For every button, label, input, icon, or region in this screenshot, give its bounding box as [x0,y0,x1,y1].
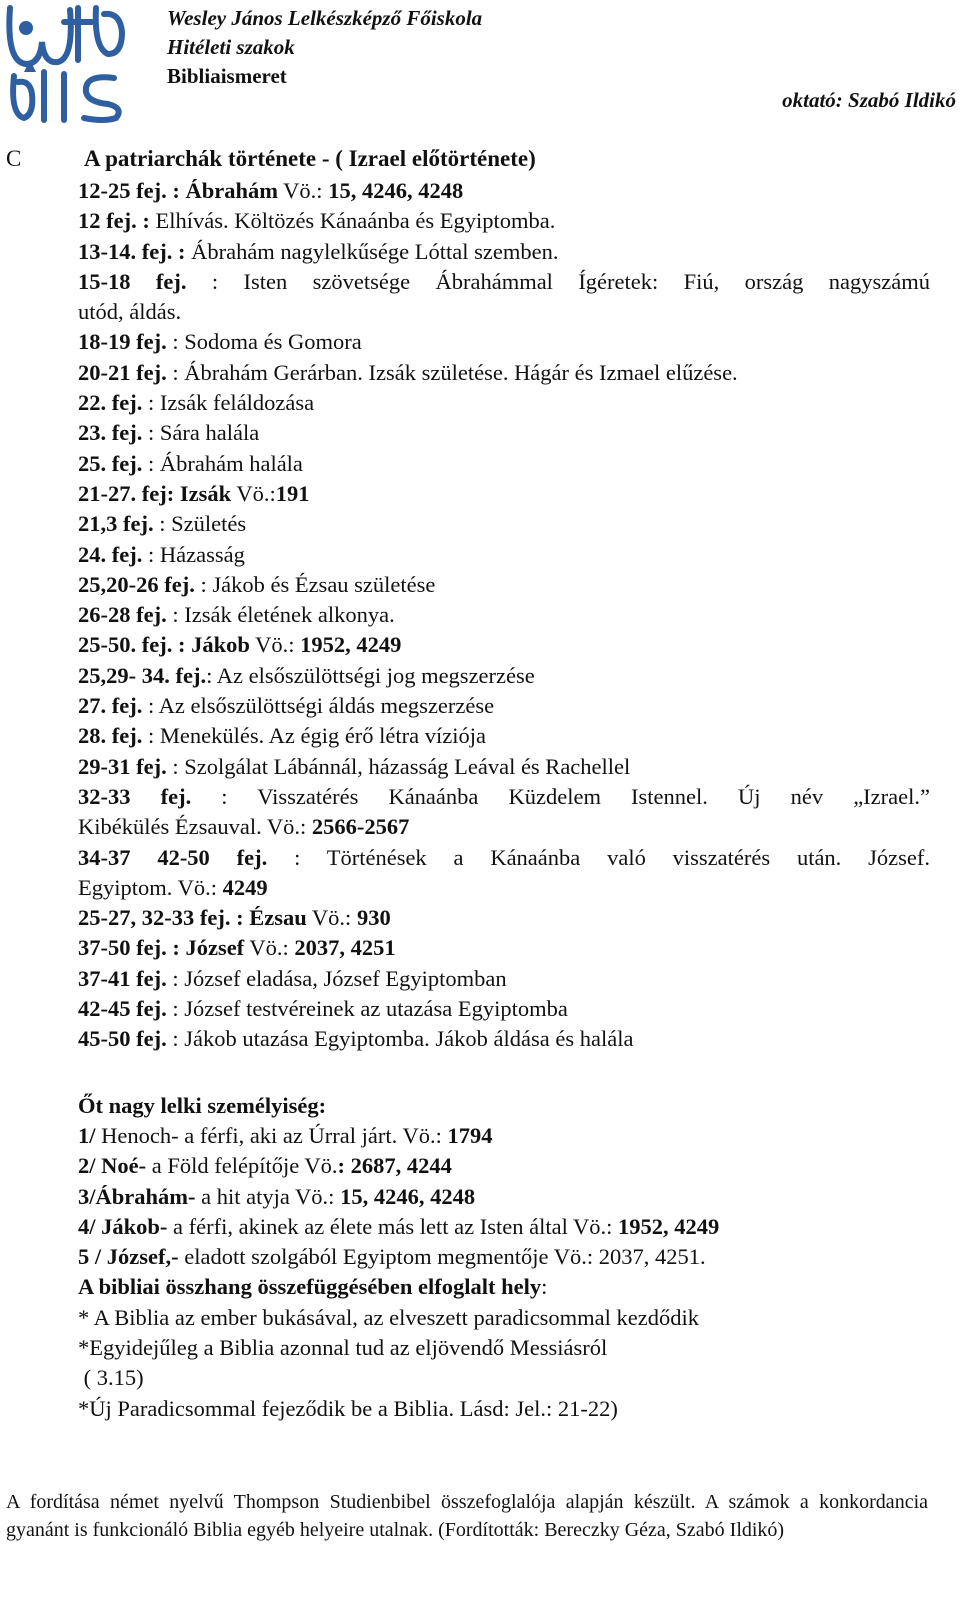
list-item: 34-37 42-50 fej. : Történések a Kánaánba való visszatérés után. József. [78,844,930,870]
personalities-heading: Őt nagy lelki személyiség: [78,1092,327,1118]
list-item: 13-14. fej. : Ábrahám nagylelkűsége Lóttal szemben. [78,238,559,264]
course-name: Bibliaismeret [167,64,287,88]
list-item-continuation: Kibékülés Ézsauval. Vö.: 2566-2567 [78,814,410,840]
list-item: 25,29- 34. fej.: Az elsőszülöttségi jog megszerzése [78,662,535,688]
list-item: 28. fej. : Menekülés. Az égig érő létra víziója [78,723,486,749]
list-item: 25. fej. : Ábrahám halála [78,450,303,476]
footer-note: A fordítása német nyelvű Thompson Studienbibel összefoglalója alapján készült. A számok a konkordancia gyanánt is funkcionáló Biblia egyéb helyeire utalnak. (Fordították: Bereczky Géza, Szabó Ildikó) [6,1491,928,1541]
context-line: * A Biblia az ember bukásával, az elveszett paradicsommal kezdődik [78,1304,700,1330]
personality-item: 2/ Noé- a Föld felépítője Vö.: 2687, 4244 [78,1153,452,1179]
content-body [78,176,930,1424]
context-heading: A bibliai összhang összefüggésében elfoglalt hely: [78,1274,548,1300]
list-item-continuation: Egyiptom. Vö.: 4249 [78,874,268,900]
context-line: *Egyidejűleg a Biblia azonnal tud az eljövendő Messiásról [78,1334,608,1360]
list-item: 21,3 fej. : Születés [78,511,247,537]
personality-item: 3/Ábrahám- a hit atyja Vö.: 15, 4246, 4248 [78,1183,476,1209]
list-item: 37-50 fej. : József Vö.: 2037, 4251 [78,935,396,961]
personality-item: 4/ Jákob- a férfi, akinek az élete más lett az Isten által Vö.: 1952, 4249 [78,1213,720,1239]
instructor: oktató: Szabó Ildikó [782,88,956,112]
section-letter: C [6,146,22,171]
list-item: 12 fej. : Elhívás. Költözés Kánaánba és Egyiptomba. [78,208,556,234]
list-item: 18-19 fej. : Sodoma és Gomora [78,329,362,355]
header-block [167,4,482,91]
personality-item: 1/ Henoch- a férfi, aki az Úrral járt. Vö.: 1794 [78,1122,493,1148]
list-item: 26-28 fej. : Izsák életének alkonya. [78,602,395,628]
context-line: *Új Paradicsommal fejeződik be a Biblia. Lásd: Jel.: 21-22) [78,1395,618,1421]
list-item: 45-50 fej. : Jákob utazása Egyiptomba. Jákob áldása és halála [78,1026,634,1052]
list-item: 22. fej. : Izsák feláldozása [78,390,315,416]
list-item: 25-27, 32-33 fej. : Ézsau Vö.: 930 [78,905,391,931]
list-item: 37-41 fej. : József eladása, József Egyiptomban [78,965,507,991]
list-item: 25,20-26 fej. : Jákob és Ézsau születése [78,571,436,597]
list-item: 25-50. fej. : Jákob Vö.: 1952, 4249 [78,632,402,658]
list-item: 15-18 fej. : Isten szövetsége Ábrahámmal Ígéretek: Fiú, ország nagyszámú [78,268,931,294]
list-item: 32-33 fej. : Visszatérés Kánaánba Küzdelem Istennel. Új név „Izrael.” [78,783,930,809]
list-item: 20-21 fej. : Ábrahám Gerárban. Izsák születése. Hágár és Izmael elűzése. [78,359,738,385]
context-line: ( 3.15) [78,1365,144,1391]
list-item: 21-27. fej: Izsák Vö.:191 [78,480,310,506]
list-item: 29-31 fej. : Szolgálat Lábánnál, házasság Leával és Rachellel [78,753,631,779]
personality-item: 5 / József,- eladott szolgából Egyiptom megmentője Vö.: 2037, 4251. [78,1244,706,1270]
college-logo [4,2,128,124]
list-item-continuation: utód, áldás. [78,299,182,325]
list-item: 24. fej. : Házasság [78,541,245,567]
list-item: 12-25 fej. : Ábrahám Vö.: 15, 4246, 4248 [78,178,464,203]
faculty-name: Hitéleti szakok [167,35,295,59]
college-name: Wesley János Lelkészképző Főiskola [167,6,483,30]
list-item: 23. fej. : Sára halála [78,420,260,446]
section-title: A patriarchák története - ( Izrael előtörténete) [84,146,536,171]
list-item: 42-45 fej. : József testvéreinek az utazása Egyiptomba [78,996,568,1022]
list-item: 27. fej. : Az elsőszülöttségi áldás megszerzése [78,693,495,719]
